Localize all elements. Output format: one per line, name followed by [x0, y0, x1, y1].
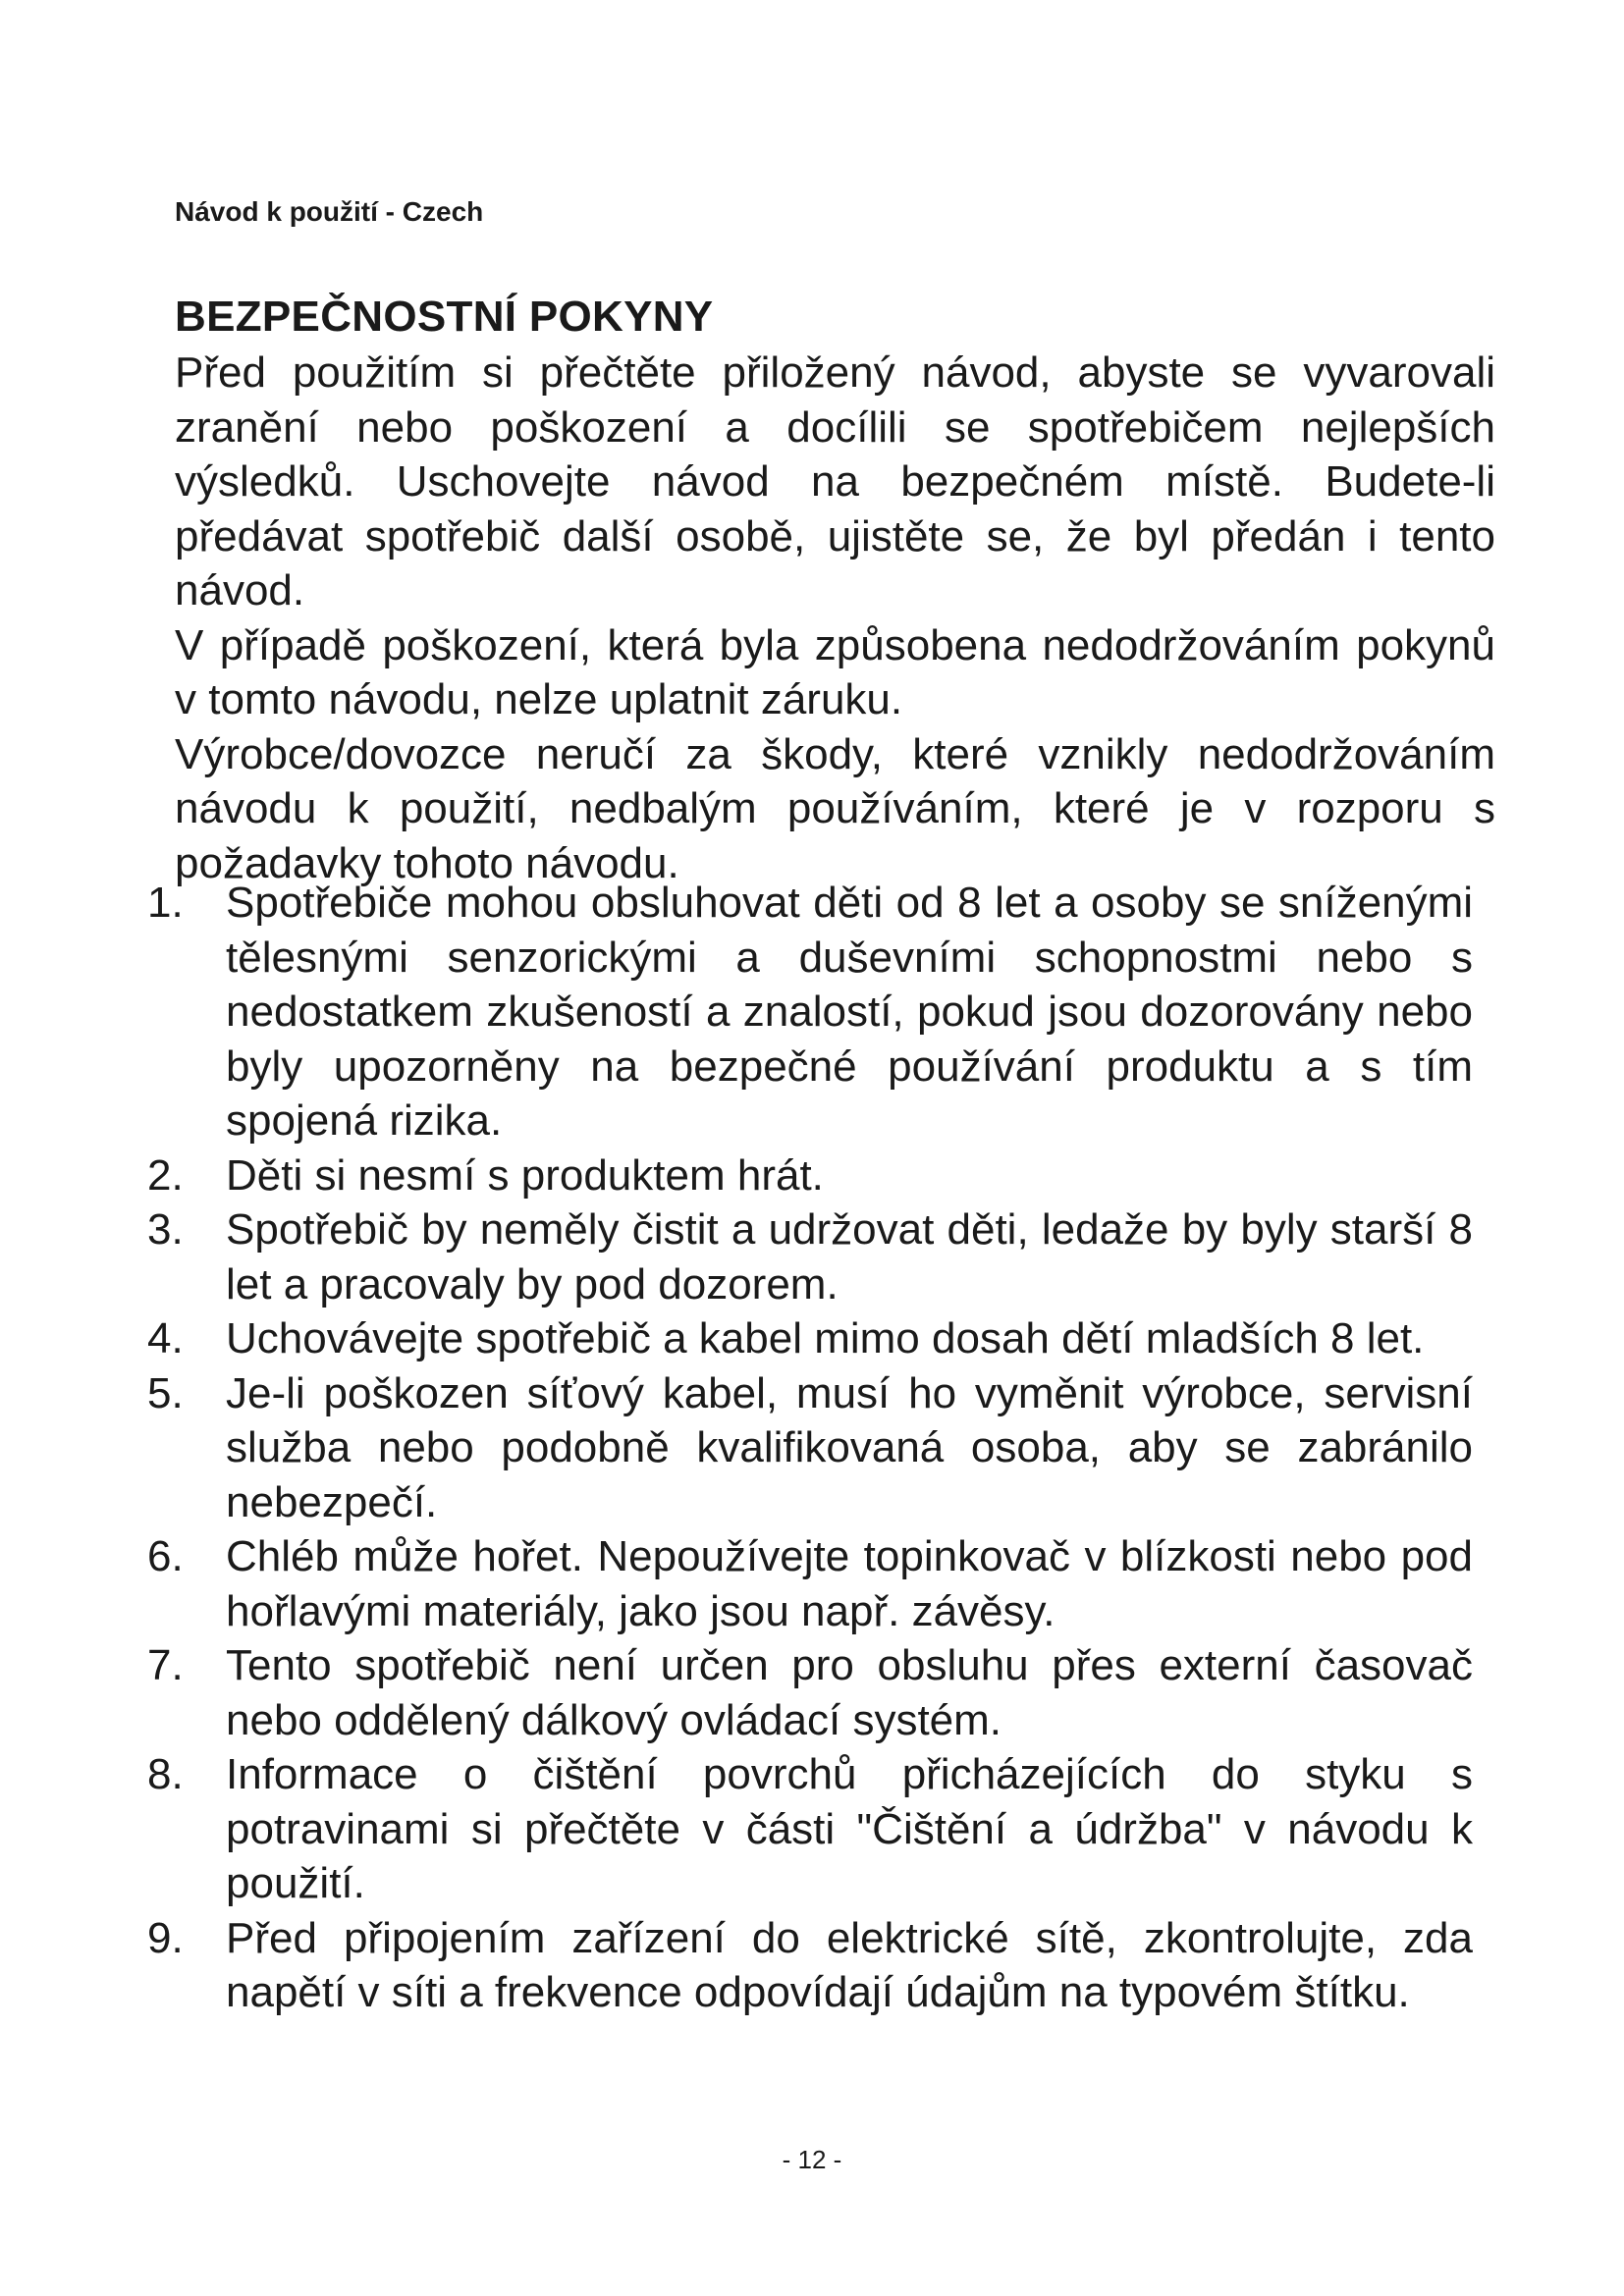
item-number: 8. [147, 1750, 184, 1798]
item-text: Informace o čištění povrchů přicházejících do styku s potravinami si přečtěte v části "Čištění a údržba" v návodu k použití. [226, 1750, 1473, 1907]
item-number: 9. [147, 1913, 184, 1962]
item-text: Spotřebiče mohou obsluhovat děti od 8 let a osoby se sníženými tělesnými senzorickými a duševními schopnostmi nebo s nedostatkem zkušeností a znalostí, pokud jsou dozorovány nebo byly upozorněny na bezpečné používání produktu a s tím spojená rizika. [226, 879, 1473, 1145]
item-text: Je-li poškozen síťový kabel, musí ho vyměnit výrobce, servisní služba nebo podobně kvalifikovaná osoba, aby se zabránilo nebezpečí. [226, 1368, 1473, 1526]
page-number: - 12 - [782, 2145, 842, 2174]
safety-instructions-list [147, 876, 1473, 2020]
list-item [147, 1148, 1473, 1203]
item-text: Před připojením zařízení do elektrické sítě, zkontrolujte, zda napětí v síti a frekvence odpovídají údajům na typovém štítku. [226, 1913, 1473, 2016]
item-number: 1. [147, 879, 184, 927]
list-item [147, 1911, 1473, 2020]
intro-paragraph: Výrobce/dovozce neručí za škody, které vznikly nedodržováním návodu k použití, nedbalým používáním, které je v rozporu s požadavky tohoto návodu. [175, 729, 1495, 887]
item-number: 2. [147, 1150, 184, 1200]
item-number: 6. [147, 1532, 184, 1580]
item-number: 3. [147, 1205, 184, 1254]
item-number: 4. [147, 1314, 184, 1362]
item-text: Chléb může hořet. Nepoužívejte topinkovač v blízkosti nebo pod hořlavými materiály, jako jsou např. závěsy. [226, 1532, 1473, 1635]
item-number: 7. [147, 1641, 184, 1689]
intro-paragraph: Před použitím si přečtěte přiložený návod, abyste se vyvarovali zranění nebo poškození a docílili se spotřebičem nejlepších výsledků. Uschovejte návod na bezpečném místě. Budete-li předávat spotřebič další osobě, ujistěte se, že byl předán i tento návod. [175, 348, 1495, 614]
intro-paragraph: V případě poškození, která byla způsobena nedodržováním pokynů v tomto návodu, nelze uplatnit záruku. [175, 620, 1495, 723]
list-item [147, 1311, 1473, 1366]
list-item [147, 1202, 1473, 1311]
item-text: Děti si nesmí s produktem hrát. [226, 1150, 824, 1200]
intro-text [175, 346, 1495, 890]
item-text: Uchovávejte spotřebič a kabel mimo dosah dětí mladších 8 let. [226, 1314, 1425, 1362]
item-text: Tento spotřebič není určen pro obsluhu přes externí časovač nebo oddělený dálkový ovládací systém. [226, 1641, 1473, 1744]
item-number: 5. [147, 1368, 184, 1417]
section-title: BEZPEČNOSTNÍ POKYNY [175, 293, 714, 341]
list-item [147, 1747, 1473, 1911]
list-item [147, 1529, 1473, 1638]
document-header: Návod k použití - Czech [175, 196, 484, 227]
list-item [147, 1638, 1473, 1747]
item-text: Spotřebič by neměly čistit a udržovat děti, ledaže by byly starší 8 let a pracovaly by pod dozorem. [226, 1205, 1473, 1308]
list-item [147, 1366, 1473, 1530]
list-item [147, 876, 1473, 1148]
